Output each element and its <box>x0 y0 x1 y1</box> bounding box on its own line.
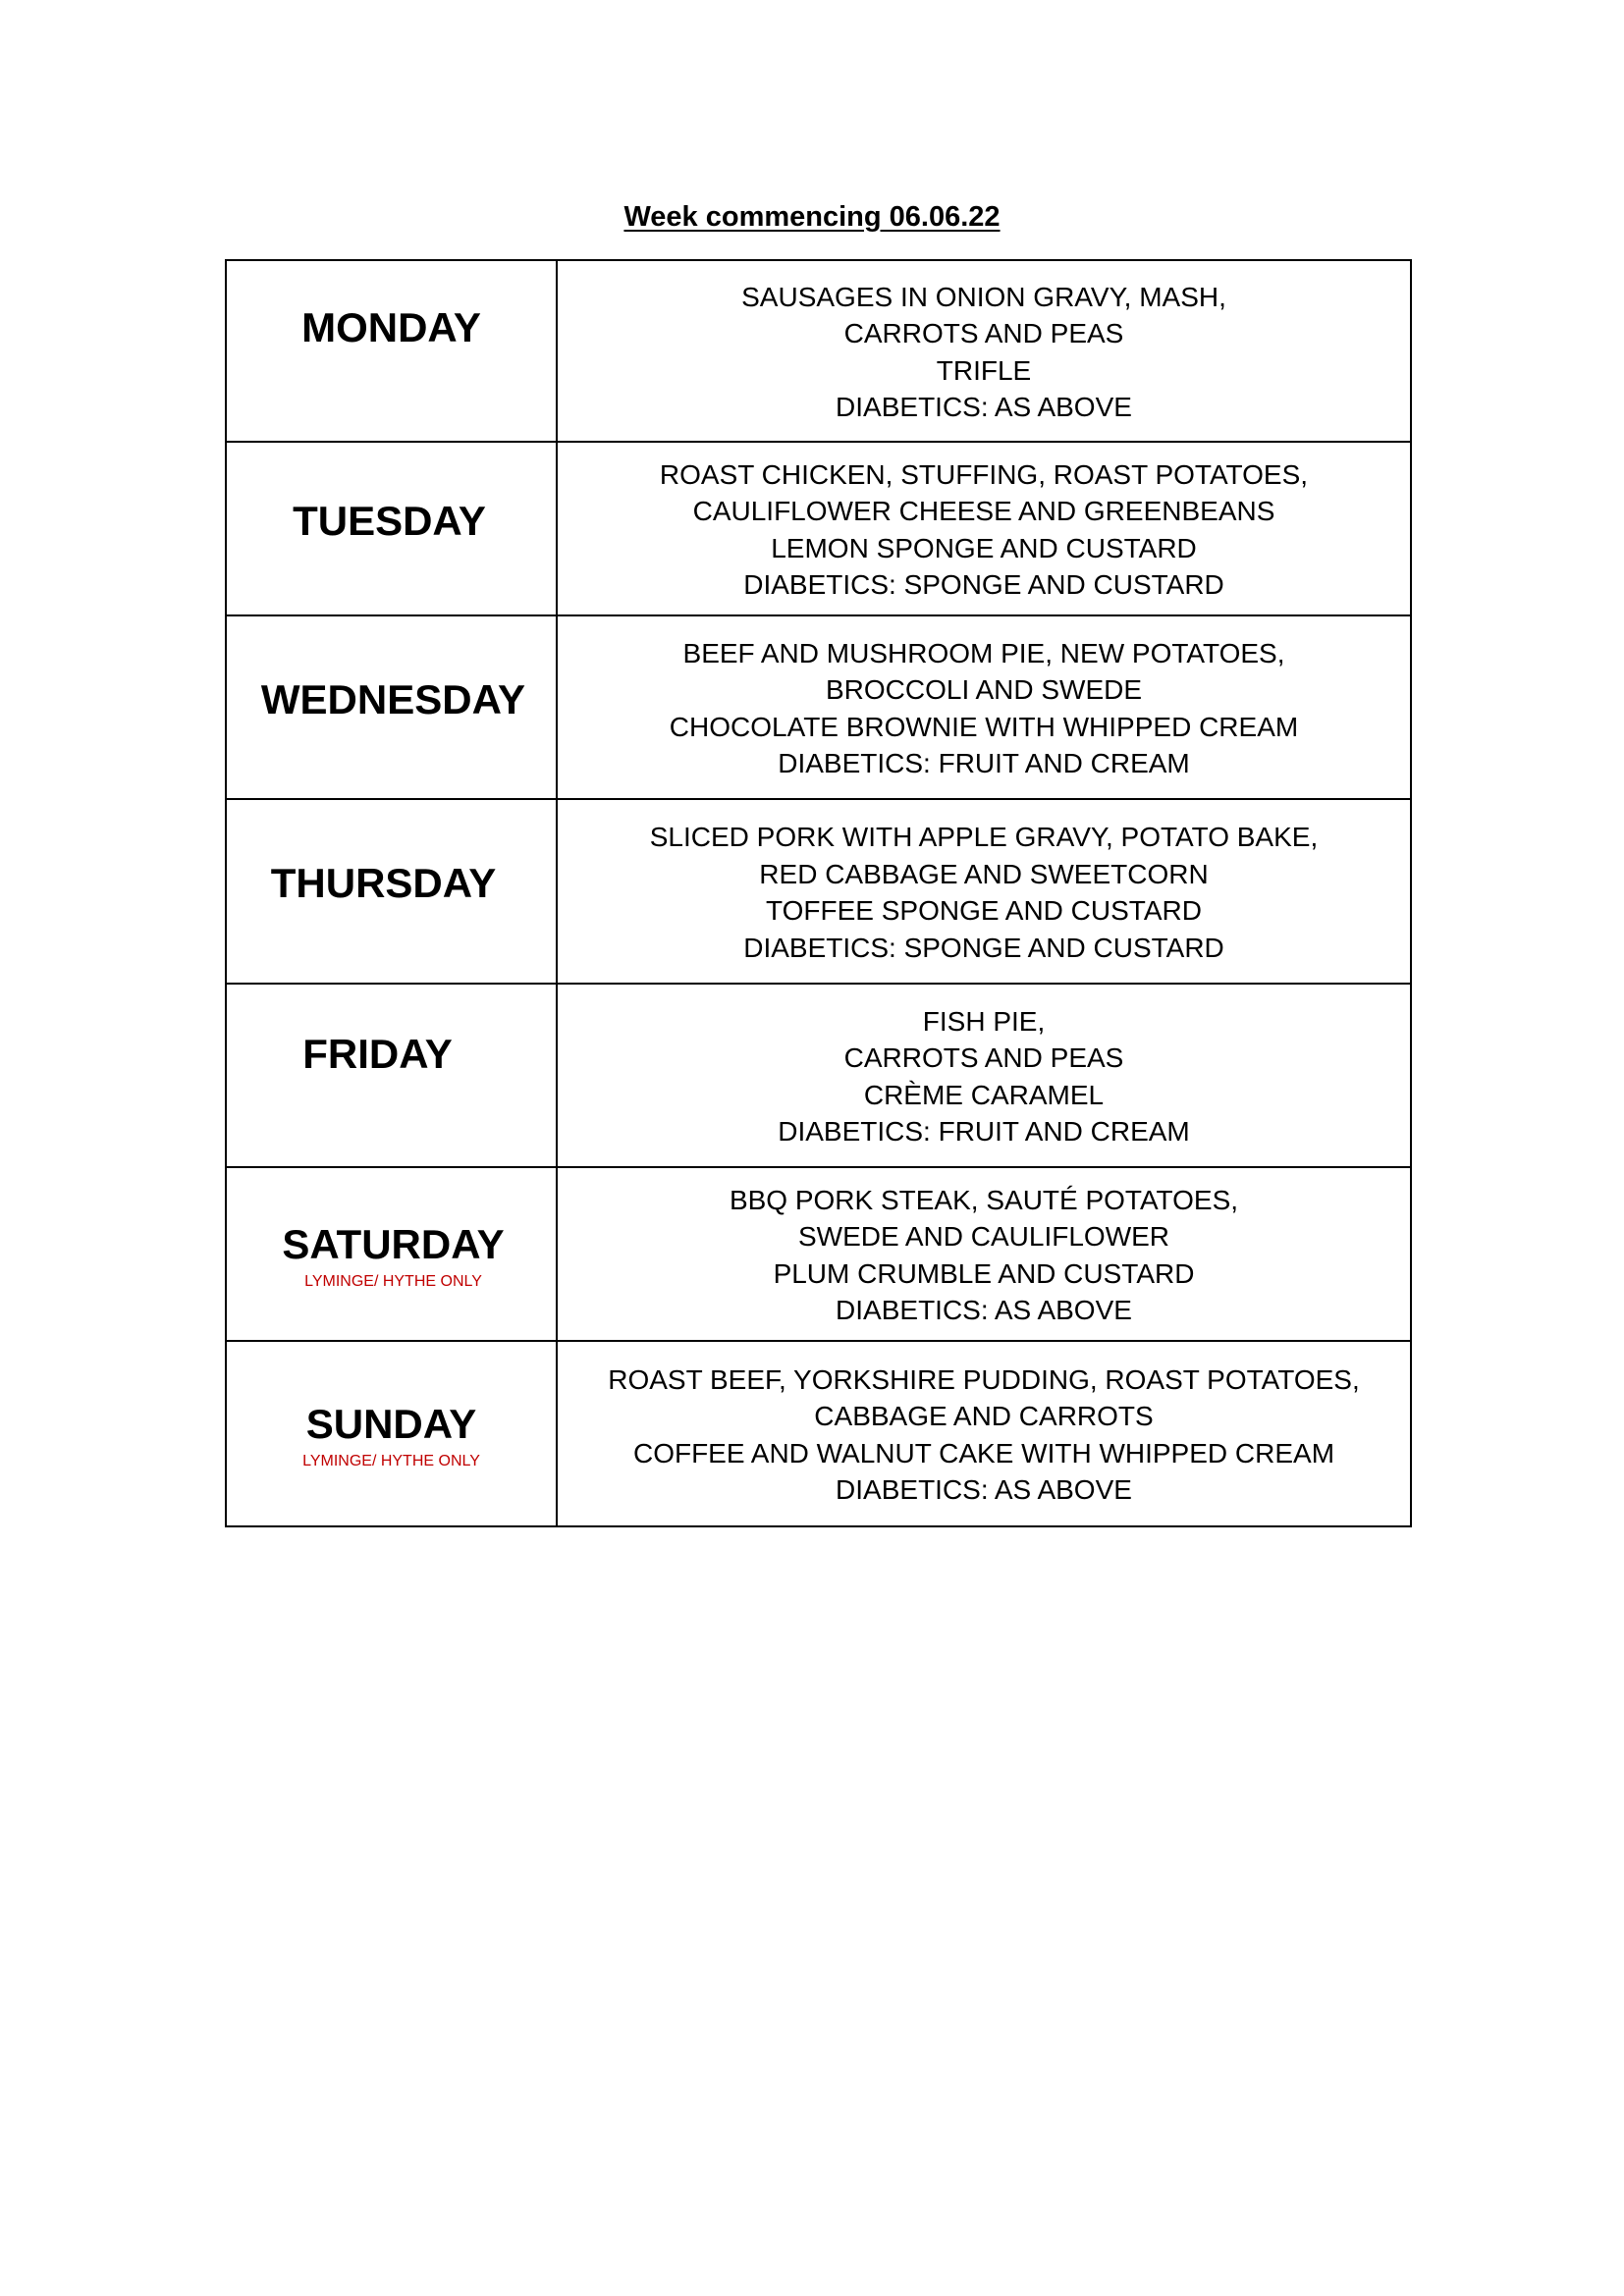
day-cell <box>226 799 557 984</box>
availability-note: LYMINGE/ HYTHE ONLY <box>304 1272 482 1290</box>
day-name: THURSDAY <box>270 860 497 906</box>
meal-sides: CARROTS AND PEAS <box>843 1042 1124 1073</box>
meal-main: BEEF AND MUSHROOM PIE, NEW POTATOES, <box>682 637 1285 668</box>
day-cell <box>226 260 557 442</box>
day-name: TUESDAY <box>293 497 486 544</box>
meal-main: ROAST CHICKEN, STUFFING, ROAST POTATOES, <box>659 458 1309 490</box>
meal-diabetic: DIABETICS: FRUIT AND CREAM <box>778 1116 1190 1147</box>
table-row <box>226 1341 1411 1526</box>
meal-main: ROAST BEEF, YORKSHIRE PUDDING, ROAST POTATOES, <box>608 1363 1360 1395</box>
meal-cell <box>557 1341 1411 1526</box>
day-cell <box>226 442 557 615</box>
meal-diabetic: DIABETICS: SPONGE AND CUSTARD <box>743 932 1224 963</box>
meal-dessert: CHOCOLATE BROWNIE WITH WHIPPED CREAM <box>669 711 1299 742</box>
meal-sides: SWEDE AND CAULIFLOWER <box>797 1221 1170 1252</box>
meal-sides: BROCCOLI AND SWEDE <box>825 674 1143 705</box>
day-name: FRIDAY <box>302 1030 453 1077</box>
meal-sides: RED CABBAGE AND SWEETCORN <box>759 858 1209 889</box>
day-name: SATURDAY <box>282 1220 505 1267</box>
table-row <box>226 442 1411 615</box>
day-name: WEDNESDAY <box>260 675 526 722</box>
meal-dessert: LEMON SPONGE AND CUSTARD <box>771 532 1197 563</box>
meal-main: SLICED PORK WITH APPLE GRAVY, POTATO BAKE, <box>649 822 1319 852</box>
meal-dessert: TRIFLE <box>936 354 1032 386</box>
table-row <box>226 260 1411 442</box>
meal-main: BBQ PORK STEAK, SAUTÉ POTATOES, <box>729 1184 1239 1215</box>
meal-main: FISH PIE, <box>922 1005 1046 1037</box>
meal-dessert: PLUM CRUMBLE AND CUSTARD <box>773 1257 1195 1289</box>
meal-diabetic: DIABETICS: SPONGE AND CUSTARD <box>743 569 1224 600</box>
day-cell <box>226 615 557 799</box>
meal-sides: CAULIFLOWER CHEESE AND GREENBEANS <box>692 496 1275 526</box>
meal-cell <box>557 1167 1411 1341</box>
table-row <box>226 1167 1411 1341</box>
meal-diabetic: DIABETICS: AS ABOVE <box>836 1295 1132 1325</box>
meal-sides: CABBAGE AND CARROTS <box>814 1401 1154 1431</box>
day-name: SUNDAY <box>305 1400 477 1447</box>
meal-cell <box>557 799 1411 984</box>
day-cell <box>226 984 557 1167</box>
meal-dessert: TOFFEE SPONGE AND CUSTARD <box>766 895 1202 926</box>
meal-diabetic: DIABETICS: AS ABOVE <box>836 392 1132 422</box>
meal-dessert: COFFEE AND WALNUT CAKE WITH WHIPPED CREAM <box>632 1437 1335 1468</box>
meal-diabetic: DIABETICS: AS ABOVE <box>836 1474 1132 1505</box>
meal-sides: CARROTS AND PEAS <box>843 318 1124 348</box>
meal-cell <box>557 442 1411 615</box>
page-title: Week commencing 06.06.22 <box>623 201 1001 233</box>
meal-cell <box>557 260 1411 442</box>
meal-diabetic: DIABETICS: FRUIT AND CREAM <box>778 748 1190 778</box>
day-cell <box>226 1167 557 1341</box>
table-row <box>226 615 1411 799</box>
meal-cell <box>557 615 1411 799</box>
meal-main: SAUSAGES IN ONION GRAVY, MASH, <box>741 281 1226 312</box>
meal-cell <box>557 984 1411 1167</box>
day-cell <box>226 1341 557 1526</box>
day-name: MONDAY <box>301 303 481 350</box>
weekly-menu-table <box>225 259 1412 1527</box>
table-row <box>226 799 1411 984</box>
availability-note: LYMINGE/ HYTHE ONLY <box>302 1452 480 1469</box>
table-row <box>226 984 1411 1167</box>
meal-dessert: CRÈME CARAMEL <box>863 1079 1105 1110</box>
